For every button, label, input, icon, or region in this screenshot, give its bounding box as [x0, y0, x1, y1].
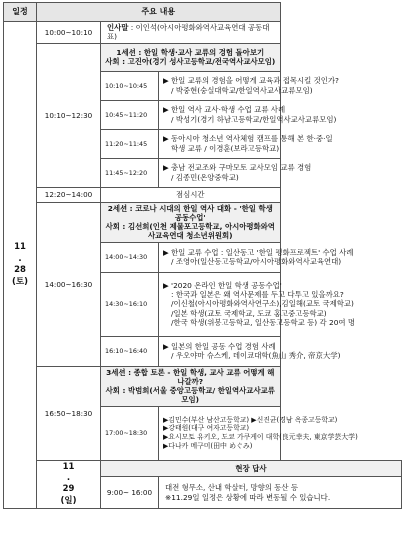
talk-content: ▶ 한일 교류 수업 : 일산동고 '한일 평화프로젝트' 수업 사례 / 조영아(일산동고등학교/아시아평화와역사교육연대) — [159, 242, 281, 272]
opening-row — [4, 22, 402, 44]
session3-heading-row — [4, 366, 402, 406]
session1-chair: 사회 : 고진아(경기 성사고등학교/전국역사교사모임) — [105, 57, 276, 66]
session3-time: 16:50~18:30 — [37, 366, 101, 460]
talk-time: 11:20~11:45 — [101, 129, 159, 158]
talk-time: 17:00~18:30 — [101, 406, 159, 460]
talk-content: ▶김민수(부산 남산고등학교) ▶신진균(경남 옥종고등학교) ▶강태원(대구 여자고등학교) ▶요시모토 유키오, 도쿄 가쿠게이 대학(良元幸夫, 東京学芸大学) ▶다나카 메구미(田中 めぐみ) — [159, 406, 281, 460]
talk-time: 16:10~16:40 — [101, 336, 159, 366]
fieldtrip-content — [159, 476, 402, 509]
session2-heading — [101, 202, 281, 242]
talk-content: ▶ '2020 온라인 한일 학생 공동수업' : 한국과 일본은 왜 역사문제를 두고 다투고 있을까요? /이신철(아시아평화와역사연구소),김일해(교토 국제학교) /일본 학생(교토 국제학교, 도쿄 홍고중고등학교) /한국 학생(위봉고등학교, 일산동고등학교 등) 각 20여 명 — [159, 272, 281, 336]
fieldtrip-title: 현장 답사 — [101, 460, 402, 476]
session3-heading — [101, 366, 281, 406]
talk-time: 14:00~14:30 — [101, 242, 159, 272]
session3-chair: 사회 : 박범희(서울 중앙고등학교/ 한일역사교사교류모임) — [105, 386, 275, 405]
session1-title: 1세션 : 한일 학생·교사 교류의 경험 돌아보기 — [116, 47, 265, 57]
lunch-time: 12:20~14:00 — [37, 187, 101, 202]
fieldtrip-time: 9:00~ 16:00 — [101, 476, 159, 509]
talk-content: ▶ 한일 교류의 경험을 어떻게 교육과 접목시킬 것인가? / 박중현(숭실대학교/한일역사교사교류모임) — [159, 71, 281, 100]
header-content: 주요 내용 — [37, 3, 281, 22]
opening-text: 인사말 : 이인석(아시아평화와역사교육연대 공동대표) — [101, 22, 281, 44]
lunch-row — [4, 187, 402, 202]
header-row — [4, 3, 402, 22]
fieldtrip-heading-row — [4, 460, 402, 476]
day2-label: 11 . 29 (일) — [37, 460, 101, 509]
talk-content: ▶ 한일 역사 교사·학생 수업 교류 사례 / 박성기(경기 하남고등학교/한일역사교사교류모임) — [159, 100, 281, 129]
session2-title: 2세션 : 코로나 시대의 한일 역사 대화 - '한일 학생 공동수업' — [107, 203, 273, 222]
opening-time: 10:00~10:10 — [37, 22, 101, 44]
session2-time: 14:00~16:30 — [37, 202, 101, 366]
fieldtrip-note: ※11.29일 일정은 상황에 따라 변동될 수 있습니다. — [165, 492, 331, 502]
talk-time: 10:10~10:45 — [101, 71, 159, 100]
session1-heading — [101, 43, 281, 71]
lunch-text: 점심시간 — [101, 187, 281, 202]
session3-title: 3세션 : 종합 토론 - 한일 학생, 교사 교류 어떻게 해 나갈까? — [106, 367, 275, 386]
talk-time: 11:45~12:20 — [101, 158, 159, 187]
session1-time: 10:10~12:30 — [37, 43, 101, 187]
talk-time: 14:30~16:10 — [101, 272, 159, 336]
schedule-table — [3, 2, 402, 509]
header-day: 일정 — [4, 3, 37, 22]
talk-content: ▶ 충남 전교조와 구마모토 교사모임 교류 경험 / 김종민(온양중학교) — [159, 158, 281, 187]
session2-heading-row — [4, 202, 402, 242]
talk-content: ▶ 동아시아 청소년 역사체험 캠프를 통해 본 한·중·일 학생 교류 / 이경훈(보라고등학교) — [159, 129, 281, 158]
talk-time: 10:45~11:20 — [101, 100, 159, 129]
talk-content: ▶ 일본의 한일 공동 수업 경험 사례 / 우오야마 슈스케, 데이쿄대학(魚山 秀介, 帝京大学) — [159, 336, 281, 366]
session1-heading-row — [4, 43, 402, 71]
fieldtrip-places: 대전 형무소, 산내 학살터, 망향의 동산 등 — [165, 483, 299, 493]
day1-label: 11 . 28 (토) — [4, 22, 37, 509]
session2-chair: 사회 : 김선희(인천 제물포고등학교, 아시아평화와역사교육연대 청소년위원회) — [105, 222, 275, 241]
